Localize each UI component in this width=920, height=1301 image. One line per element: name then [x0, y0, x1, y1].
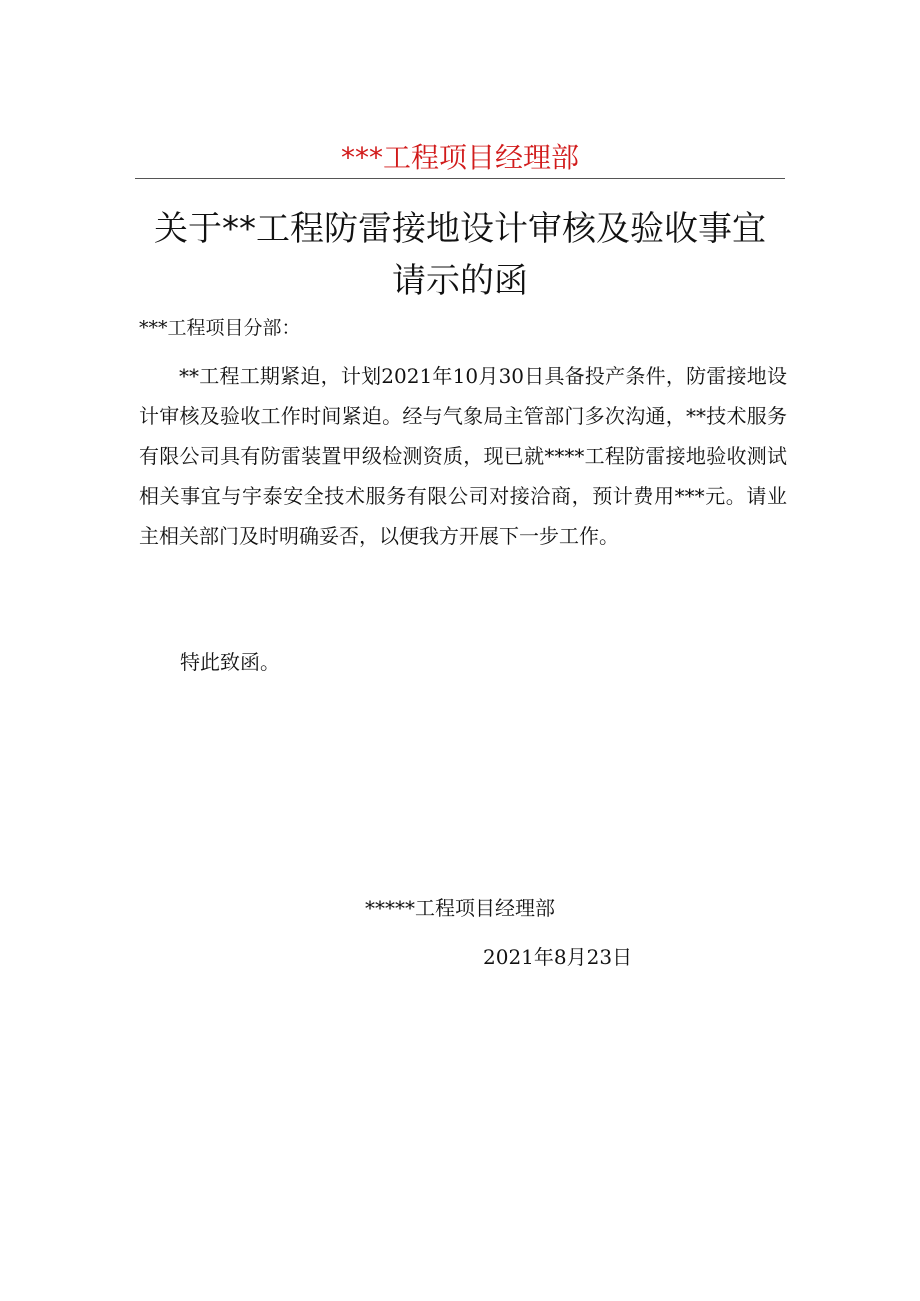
letterhead-divider	[135, 178, 785, 179]
closing-line: 特此致函。	[180, 650, 280, 674]
signature-date: 2021年8月23日	[483, 945, 633, 969]
document-title-line-2: 请示的函	[392, 261, 528, 301]
salutation: ***工程项目分部：	[139, 317, 301, 339]
letter-body-paragraph: **工程工期紧迫，计划2021年10月30日具备投产条件，防雷接地设计审核及验收工作时间紧迫。经与气象局主管部门多次沟通，**技术服务有限公司具有防雷装置甲级检测资质，现已就****工程防雷接地验收测试相关事宜与宇泰安全技术服务有限公司对接洽商，预计费用***元。请业主相关部门及时明确妥否，以便我方开展下一步工作。	[139, 364, 787, 548]
document-title	[0, 203, 920, 307]
letterhead-org-name: ***工程项目经理部	[340, 141, 579, 174]
document-title-line-1: 关于**工程防雷接地设计审核及验收事宜	[154, 209, 766, 249]
signature-org-name: *****工程项目经理部	[365, 896, 555, 920]
